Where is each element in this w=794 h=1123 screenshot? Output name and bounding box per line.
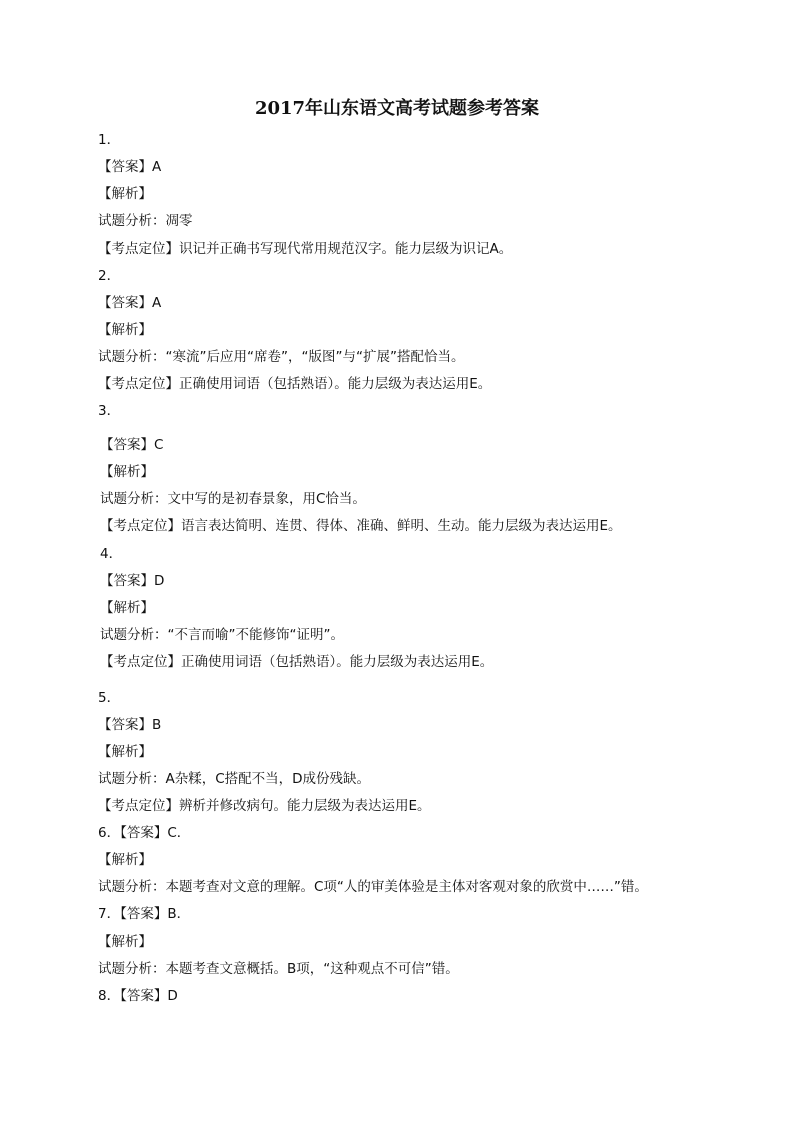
analysis-text: 试题分析：“寒流”后应用“席卷”，“版图”与“扩展”搭配恰当。 [98,349,465,365]
analysis-text: 试题分析：A杂糅，C搭配不当，D成份残缺。 [98,771,371,787]
document-title: 2017年山东语文高考试题参考答案 [254,98,540,119]
analysis-heading: 【解析】 [100,600,154,616]
analysis-heading: 【解析】 [98,852,152,868]
answer-line: 6．【答案】C． [98,825,191,841]
question-number: 1． [98,132,121,148]
answer-line: 【答案】C [100,437,164,453]
answer-line: 【答案】B [98,717,162,733]
exam-point-line: 【考点定位】语言表达简明、连贯、得体、准确、鲜明、生动。能力层级为表达运用E。 [100,518,622,534]
analysis-text: 试题分析：本题考查对文意的理解。C项“人的审美体验是主体对客观对象的欣赏中……”错。 [98,879,648,895]
analysis-heading: 【解析】 [98,186,152,202]
analysis-text: 试题分析：文中写的是初春景象，用C恰当。 [100,491,366,507]
analysis-text: 试题分析：本题考查文意概括。B项，“这种观点不可信”错。 [98,961,459,977]
question-number: 2． [98,268,121,284]
analysis-heading: 【解析】 [100,464,154,480]
question-number: 4． [100,546,123,562]
answer-line: 8．【答案】D [98,988,178,1004]
analysis-heading: 【解析】 [98,934,152,950]
answer-line: 【答案】A [98,159,162,175]
exam-point-line: 【考点定位】正确使用词语（包括熟语）。能力层级为表达运用E。 [100,654,494,670]
question-number: 5． [98,690,121,706]
exam-point-line: 【考点定位】辨析并修改病句。能力层级为表达运用E。 [98,798,431,814]
exam-point-line: 【考点定位】识记并正确书写现代常用规范汉字。能力层级为识记A。 [98,241,513,257]
analysis-heading: 【解析】 [98,744,152,760]
analysis-text: 试题分析：凋零 [98,213,193,229]
analysis-heading: 【解析】 [98,322,152,338]
answer-line: 7．【答案】B． [98,906,191,922]
exam-point-line: 【考点定位】正确使用词语（包括熟语）。能力层级为表达运用E。 [98,376,492,392]
answer-line: 【答案】A [98,295,162,311]
analysis-text: 试题分析：“不言而喻”不能修饰“证明”。 [100,627,344,643]
question-number: 3． [98,403,121,419]
answer-line: 【答案】D [100,573,165,589]
